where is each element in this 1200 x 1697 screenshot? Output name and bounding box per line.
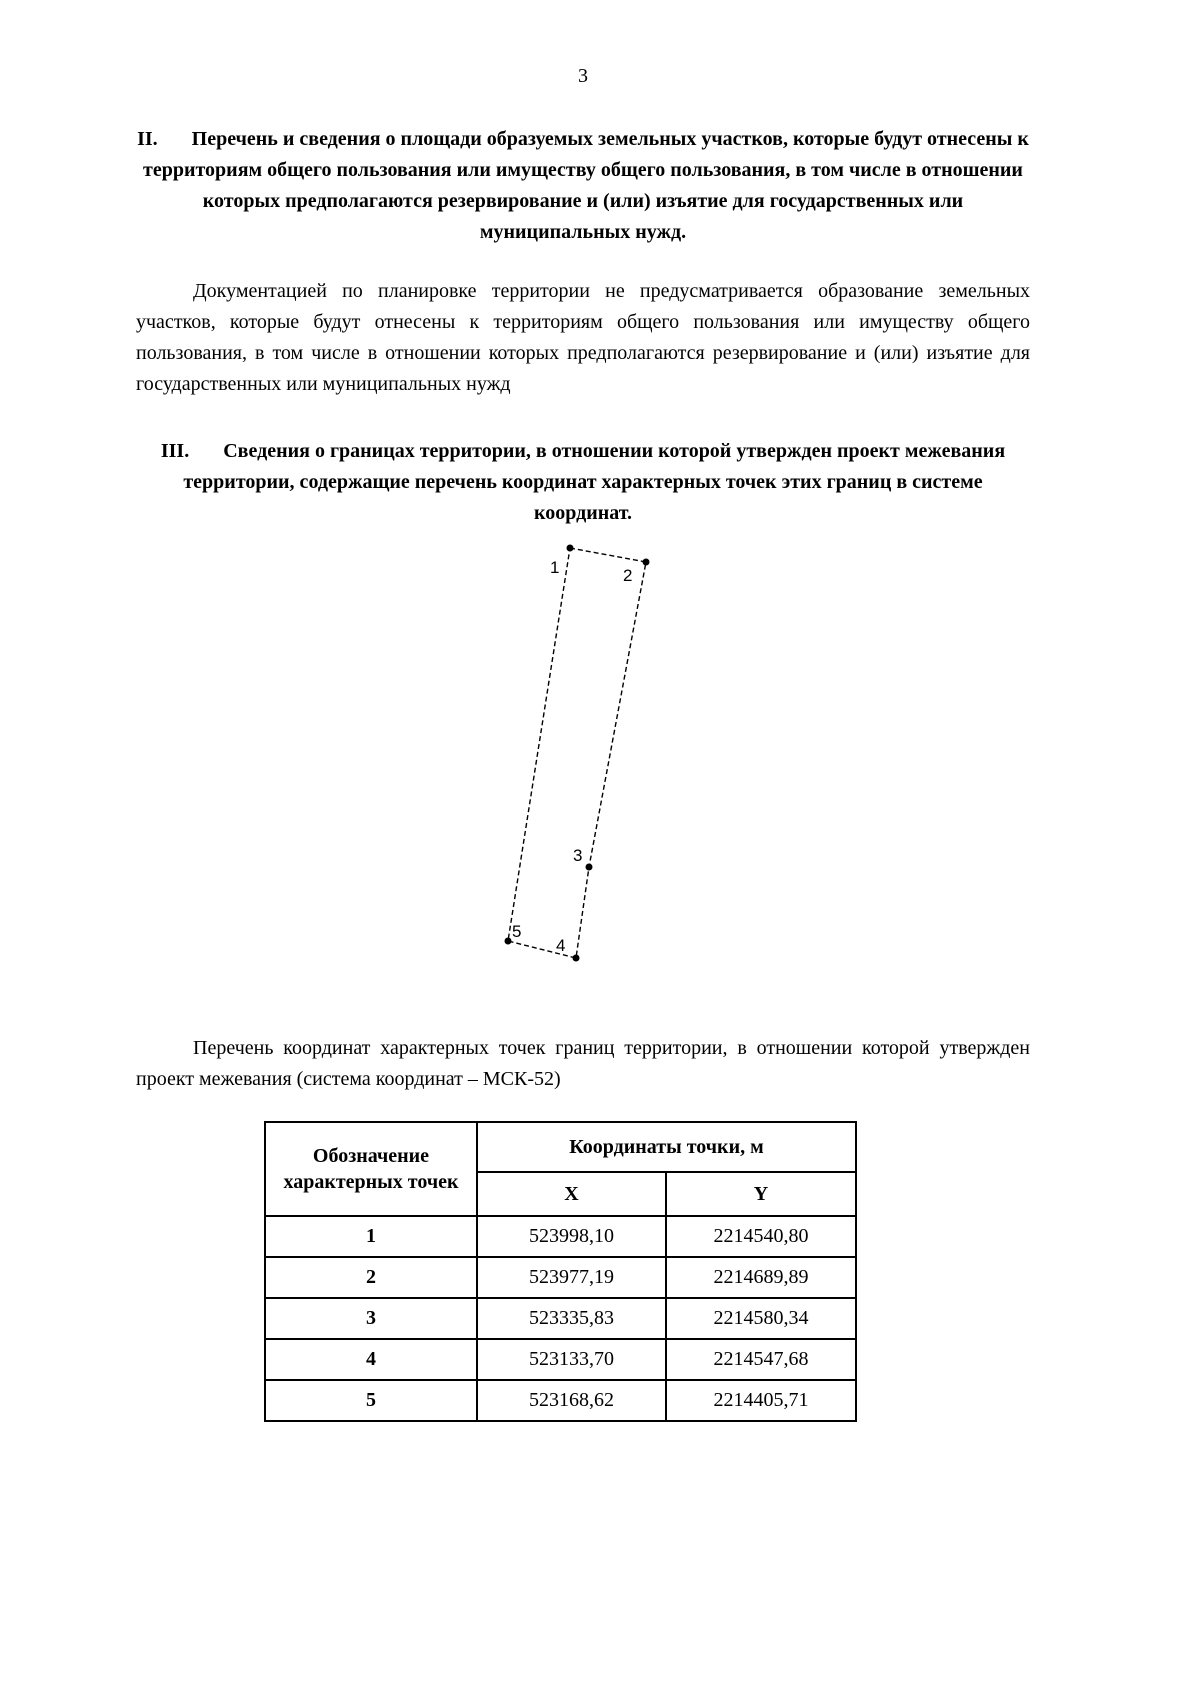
table-row: [265, 1380, 856, 1421]
point-x: 523335,83: [477, 1298, 666, 1339]
point-number: 4: [265, 1339, 477, 1380]
boundary-diagram-svg: [495, 535, 670, 985]
table-row: [265, 1216, 856, 1257]
svg-text:5: 5: [512, 922, 522, 941]
section-ii-heading: [136, 124, 1030, 248]
point-y: 2214405,71: [666, 1380, 856, 1421]
point-y: 2214689,89: [666, 1257, 856, 1298]
paragraph-coordinates-intro: Перечень координат характерных точек границ территории, в отношении которой утвержден проект межевания (система координат – МСК-52): [136, 1037, 1030, 1090]
boundary-diagram: [136, 535, 1030, 987]
svg-text:3: 3: [573, 846, 583, 865]
paragraph-no-parcels: Документацией по планировке территории не предусматривается образование земельных участков, которые будут отнесены к территориям общего пользования или имуществу общего пользования, в том числе в отношении которых предполагаются резервирование и (или) изъятие для государственных или муниципальных нужд: [136, 280, 1030, 395]
point-x: 523168,62: [477, 1380, 666, 1421]
point-number: 3: [265, 1298, 477, 1339]
point-x: 523977,19: [477, 1257, 666, 1298]
svg-text:4: 4: [556, 936, 566, 955]
section-iii-numeral: III.: [160, 440, 190, 462]
header-y: Y: [666, 1172, 856, 1216]
header-coordinates: Координаты точки, м: [477, 1122, 856, 1172]
point-y: 2214580,34: [666, 1298, 856, 1339]
section-iii-heading: [136, 436, 1030, 529]
svg-text:2: 2: [623, 566, 633, 585]
point-number: 5: [265, 1380, 477, 1421]
table-row: [265, 1298, 856, 1339]
section-ii-title: Перечень и сведения о площади образуемых земельных участков, которые будут отнесены к территориям общего пользования или имуществу общего пользования, в том числе в отношении которых предполагаются резервирование и (или) изъятие для государственных или муниципальных нужд.: [143, 128, 1029, 243]
point-number: 2: [265, 1257, 477, 1298]
header-x: X: [477, 1172, 666, 1216]
table-header-row-1: [265, 1122, 856, 1172]
table-row: [265, 1257, 856, 1298]
section-iii-title: Сведения о границах территории, в отношении которой утвержден проект межевания территории, содержащие перечень координат характерных точек этих границ в системе координат.: [183, 440, 1006, 524]
section-ii-numeral: II.: [137, 128, 158, 150]
point-number: 1: [265, 1216, 477, 1257]
svg-text:1: 1: [550, 558, 560, 577]
point-y: 2214540,80: [666, 1216, 856, 1257]
point-x: 523998,10: [477, 1216, 666, 1257]
point-y: 2214547,68: [666, 1339, 856, 1380]
page-number: 3: [578, 65, 588, 87]
table-row: [265, 1339, 856, 1380]
point-x: 523133,70: [477, 1339, 666, 1380]
coordinates-table: [264, 1121, 857, 1422]
header-point-designation: Обозначение характерных точек: [265, 1122, 477, 1216]
